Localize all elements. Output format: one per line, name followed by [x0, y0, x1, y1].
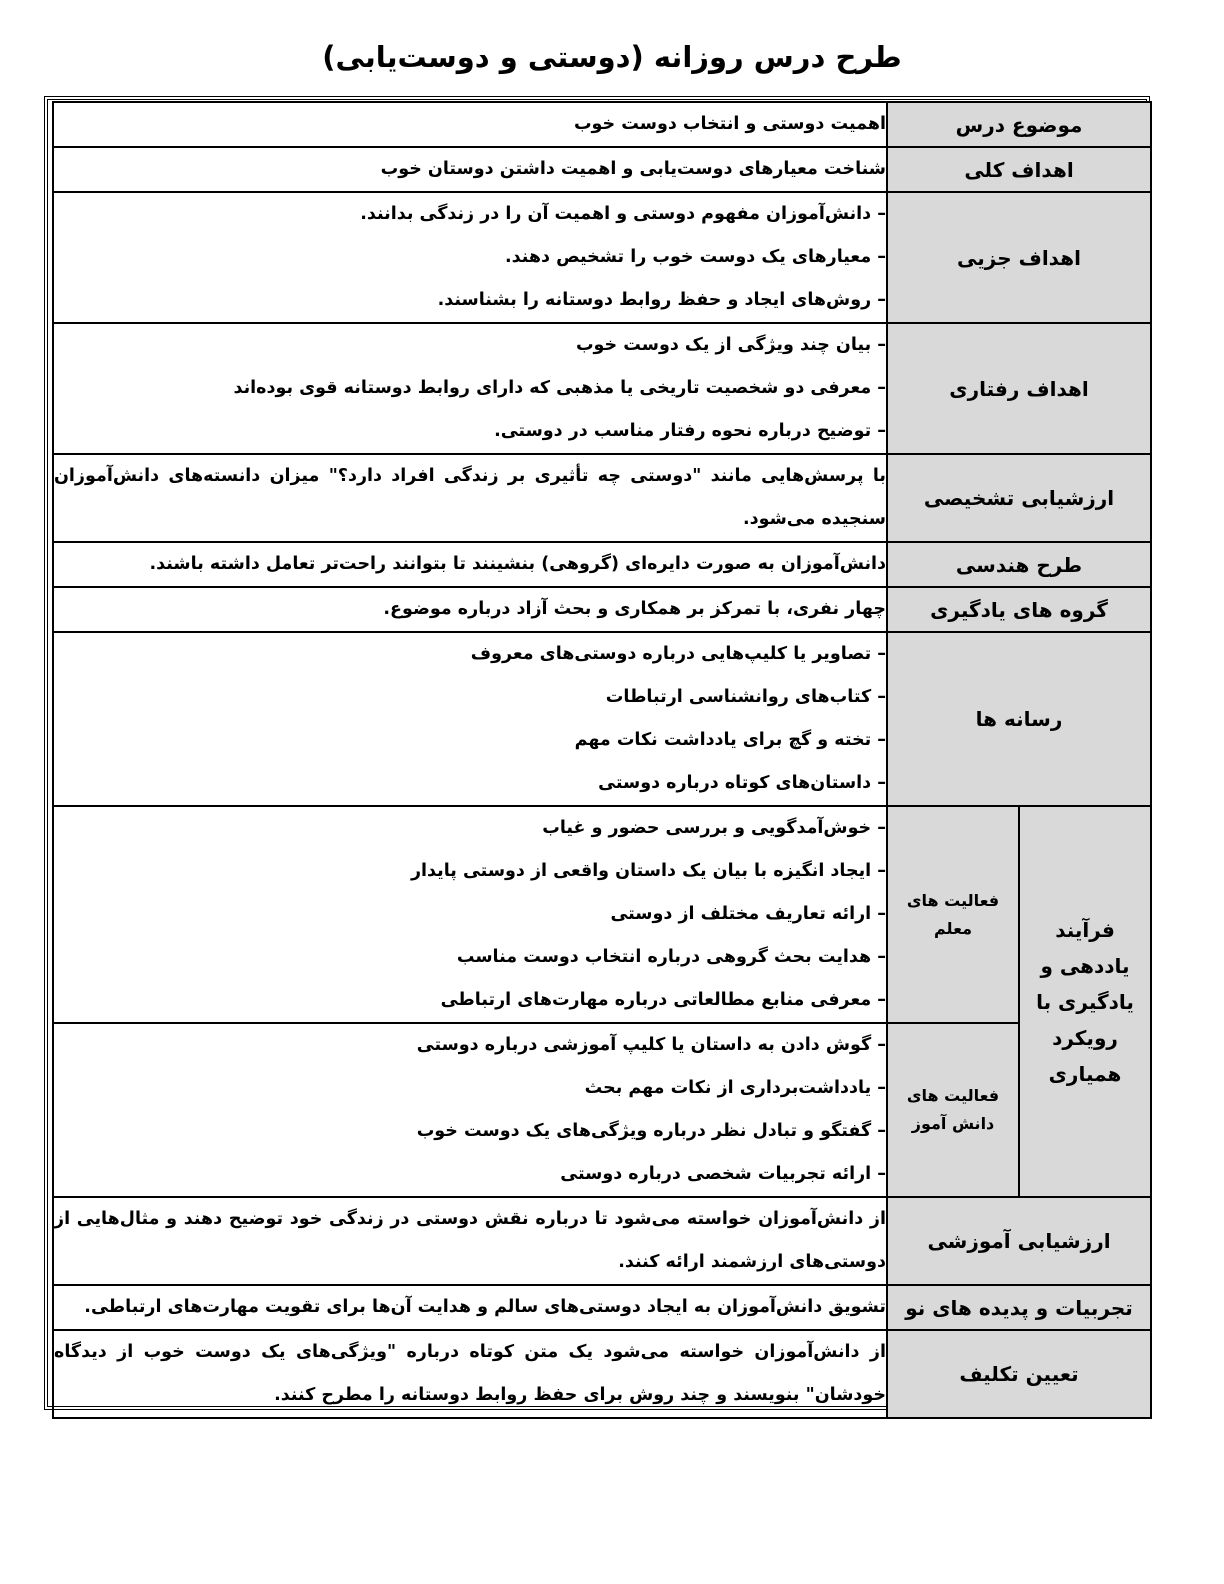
- row-new-experiences: [53, 1285, 1151, 1330]
- row-behavioral-goals: [53, 323, 1151, 454]
- content-line: – خوش‌آمدگویی و بررسی حضور و غیاب: [542, 818, 886, 838]
- content-line: اهمیت دوستی و انتخاب دوست خوب: [573, 114, 886, 134]
- lesson-plan-table: [52, 101, 1152, 1419]
- row-label: طرح هندسی: [887, 542, 1151, 587]
- row-label: تعیین تکلیف: [887, 1330, 1151, 1418]
- row-content: [53, 587, 887, 632]
- content-line: – معیارهای یک دوست خوب را تشخیص دهند.: [505, 247, 886, 267]
- student-activities-label: فعالیت های دانش آموز: [887, 1023, 1019, 1197]
- row-general-goals: [53, 147, 1151, 192]
- row-label: رسانه ها: [887, 632, 1151, 806]
- content-line: – گوش دادن به داستان یا کلیپ آموزشی درباره دوستی: [416, 1035, 886, 1055]
- content-line: – توضیح درباره نحوه رفتار مناسب در دوستی.: [494, 421, 886, 441]
- row-label: اهداف جزیی: [887, 192, 1151, 323]
- row-geometric-design: [53, 542, 1151, 587]
- content-line: – کتاب‌های روانشناسی ارتباطات: [605, 687, 886, 707]
- row-content: [53, 192, 887, 323]
- row-topic: [53, 102, 1151, 147]
- content-line: دانش‌آموزان به صورت دایره‌ای (گروهی) بنشینند تا بتوانند راحت‌تر تعامل داشته باشند.: [149, 554, 886, 574]
- row-partial-goals: [53, 192, 1151, 323]
- row-content: [53, 806, 887, 1023]
- row-label: موضوع درس: [887, 102, 1151, 147]
- content-line: – یادداشت‌برداری از نکات مهم بحث: [584, 1078, 886, 1098]
- content-paragraph: از دانش‌آموزان خواسته می‌شود تا درباره نقش دوستی در زندگی خود توضیح دهند و مثال‌هایی از دوستی‌های ارزشمند ارائه کنند.: [54, 1209, 886, 1272]
- content-line: – روش‌های ایجاد و حفظ روابط دوستانه را بشناسند.: [437, 290, 886, 310]
- row-content: [53, 1330, 887, 1418]
- row-label: تجربیات و پدیده های نو: [887, 1285, 1151, 1330]
- content-paragraph: از دانش‌آموزان خواسته می‌شود یک متن کوتاه درباره "ویژگی‌های یک دوست خوب از دیدگاه خودشان" بنویسند و چند روش برای حفظ روابط دوستانه را مطرح کنند.: [54, 1342, 886, 1405]
- row-student-activities: [53, 1023, 1151, 1197]
- row-content: [53, 632, 887, 806]
- row-content: [53, 454, 887, 542]
- row-content: [53, 1197, 887, 1285]
- content-line: شناخت معیارهای دوست‌یابی و اهمیت داشتن دوستان خوب: [380, 159, 886, 179]
- content-line: – ارائه تعاریف مختلف از دوستی: [610, 904, 886, 924]
- content-line: – ایجاد انگیزه با بیان یک داستان واقعی از دوستی پایدار: [410, 861, 886, 881]
- teacher-activities-label: فعالیت های معلم: [887, 806, 1019, 1023]
- row-media: [53, 632, 1151, 806]
- row-diagnostic-assessment: [53, 454, 1151, 542]
- row-content: [53, 1023, 887, 1197]
- content-line: – داستان‌های کوتاه درباره دوستی: [598, 773, 886, 793]
- row-content: [53, 1285, 887, 1330]
- row-label: گروه های یادگیری: [887, 587, 1151, 632]
- row-learning-groups: [53, 587, 1151, 632]
- row-content: [53, 323, 887, 454]
- content-line: تشویق دانش‌آموزان به ایجاد دوستی‌های سالم و هدایت آن‌ها برای تقویت مهارت‌های ارتباطی.: [84, 1297, 886, 1317]
- content-line: – هدایت بحث گروهی درباره انتخاب دوست مناسب: [456, 947, 886, 967]
- content-line: – دانش‌آموزان مفهوم دوستی و اهمیت آن را در زندگی بدانند.: [360, 204, 886, 224]
- row-homework: [53, 1330, 1151, 1418]
- content-line: – معرفی دو شخصیت تاریخی یا مذهبی که دارای روابط دوستانه قوی بوده‌اند: [233, 378, 886, 398]
- row-label: ارزشیابی آموزشی: [887, 1197, 1151, 1285]
- content-line: – تصاویر یا کلیپ‌هایی درباره دوستی‌های معروف: [470, 644, 886, 664]
- row-content: [53, 102, 887, 147]
- row-label: اهداف کلی: [887, 147, 1151, 192]
- process-label: فرآیند یاددهی و یادگیری با رویکرد همیاری: [1019, 806, 1151, 1197]
- content-line: – بیان چند ویژگی از یک دوست خوب: [575, 335, 886, 355]
- content-line: – تخته و گچ برای یادداشت نکات مهم: [574, 730, 886, 750]
- row-label: اهداف رفتاری: [887, 323, 1151, 454]
- row-content: [53, 542, 887, 587]
- row-content: [53, 147, 887, 192]
- content-line: – گفتگو و تبادل نظر درباره ویژگی‌های یک دوست خوب: [416, 1121, 886, 1141]
- content-line: چهار نفری، با تمرکز بر همکاری و بحث آزاد درباره موضوع.: [383, 599, 886, 619]
- content-line: – ارائه تجربیات شخصی درباره دوستی: [560, 1164, 886, 1184]
- row-teacher-activities: [53, 806, 1151, 1023]
- row-educational-assessment: [53, 1197, 1151, 1285]
- row-label: ارزشیابی تشخیصی: [887, 454, 1151, 542]
- content-paragraph: با پرسش‌هایی مانند "دوستی چه تأثیری بر زندگی افراد دارد؟" میزان دانسته‌های دانش‌آموزان سنجیده می‌شود.: [54, 466, 886, 529]
- page-title: طرح درس روزانه (دوستی و دوست‌یابی): [322, 40, 902, 74]
- content-line: – معرفی منابع مطالعاتی درباره مهارت‌های ارتباطی: [440, 990, 886, 1010]
